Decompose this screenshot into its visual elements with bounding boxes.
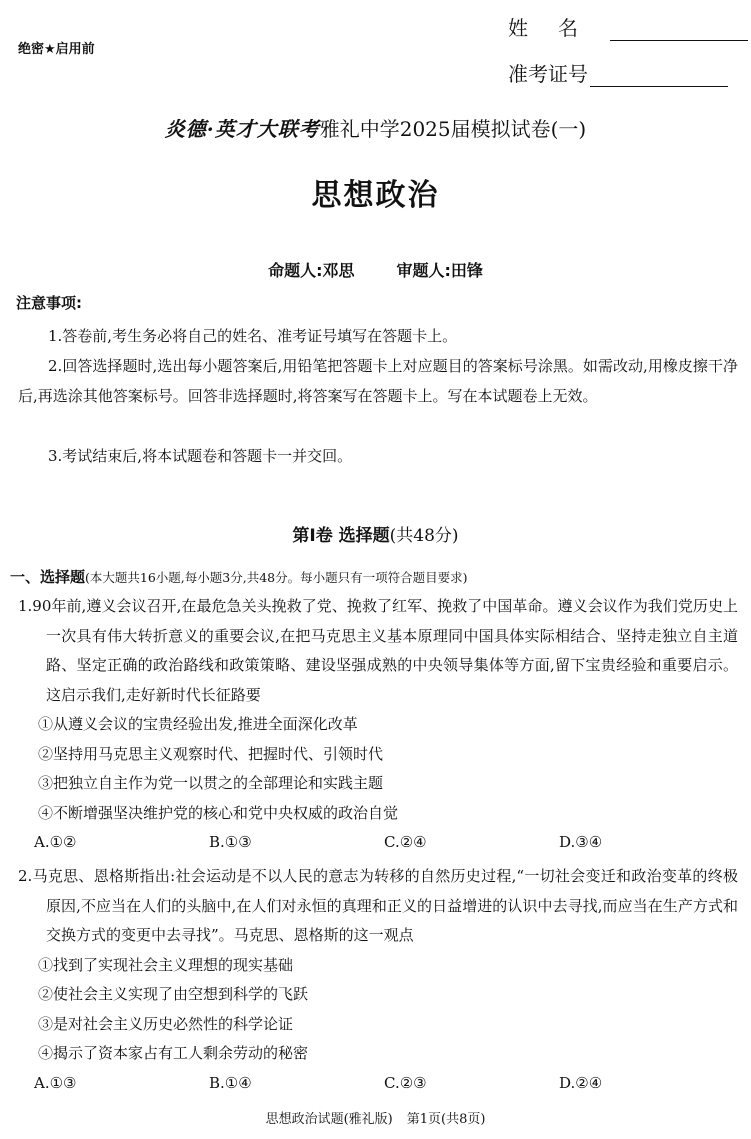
part-description: (本大题共16小题,每小题3分,共48分。每小题只有一项符合题目要求) [85,570,468,585]
question-1-option-4: ④不断增强坚决维护党的核心和党中央权威的政治自觉 [38,803,399,822]
question-1-stem: 1.90年前,遵义会议召开,在最危急关头挽救了党、挽救了红军、挽救了中国革命。遵义会议作为我们党历史上一次具有伟大转折意义的重要会议,在把马克思主义基本原理同中国具体实际相结合、坚持走独立自主道路、坚定正确的政治路线和政策策略、建设坚强成熟的中央领导集体等方面,留下宝贵经验和重要启示。这启示我们,走好新时代长征路要 [18,597,738,704]
section-title [0,521,751,546]
question-1 [18,592,738,858]
answer-d: D.③④ [559,833,603,851]
footer-title: 思想政治试题(雅礼版) [265,1112,393,1127]
section-score: (共48分) [389,526,459,546]
exam-id-label: 准考证号 [508,62,588,86]
question-1-option-2: ②坚持用马克思主义观察时代、把握时代、引领时代 [38,744,384,763]
footer-page-number: 第1页(共8页) [406,1112,486,1127]
answer-a: A.①② [34,833,77,851]
name-label: 姓名 [508,16,608,40]
question-2-option-3: ③是对社会主义历史必然性的科学论证 [38,1014,294,1033]
part-title: 一、选择题 [10,568,86,586]
question-1-option-1: ①从遵义会议的宝贵经验出发,推进全面深化改革 [38,715,358,733]
question-2-answers [18,1069,738,1099]
exam-subtitle [0,113,751,142]
question-reviewer: 审题人:田锋 [396,261,483,280]
question-1-answers [18,828,738,858]
note-item-1: 1.答卷前,考生务必将自己的姓名、准考证号填写在答题卡上。 [48,327,458,345]
answer-c: C.②③ [384,1073,427,1092]
page-footer [0,1108,751,1127]
exam-id-blank [590,66,728,87]
part-heading [10,566,467,587]
answer-c: C.②④ [384,833,427,851]
question-2 [18,862,738,1098]
note-item-3: 3.考试结束后,将本试题卷和答题卡一并交回。 [48,447,353,465]
question-2-option-2: ②使社会主义实现了由空想到科学的飞跃 [38,985,309,1003]
question-2-option-4: ④揭示了资本家占有工人剩余劳动的秘密 [38,1044,309,1062]
question-2-stem: 2.马克思、恩格斯指出:社会运动是不以人民的意志为转移的自然历史过程,“一切社会变迁和政治变革的终极原因,不应当在人们的头脑中,在人们对永恒的真理和正义的日益增进的认识中去寻找,而应当在生产方式和交换方式的变更中去寻找”。马克思、恩格斯的这一观点 [18,867,738,944]
answer-d: D.②④ [559,1073,603,1092]
answer-a: A.①③ [34,1073,77,1092]
question-setter: 命题人:邓思 [268,261,355,280]
exam-id-field [508,58,728,87]
name-field [508,12,748,41]
note-item-2: 2.回答选择题时,选出每小题答案后,用铅笔把答题卡上对应题目的答案标号涂黑。如需改动,用橡皮擦干净后,再选涂其他答案标号。回答非选择题时,将答案写在答题卡上。写在本试题卷上无效。 [18,357,738,405]
subject-title: 思想政治 [311,178,440,213]
question-1-option-3: ③把独立自主作为党一以贯之的全部理论和实践主题 [38,774,384,792]
answer-b: B.①④ [209,1073,252,1092]
section-name: 第Ⅰ卷 选择题 [292,526,390,546]
brand-name: 炎德·英才大联考 [164,117,320,141]
authors-line [0,258,751,281]
name-blank [610,20,748,41]
confidential-label: 绝密★启用前 [18,42,95,57]
notes-heading: 注意事项: [16,294,82,312]
question-2-option-1: ①找到了实现社会主义理想的现实基础 [38,955,294,974]
answer-b: B.①③ [209,833,252,851]
exam-series: 雅礼中学2025届模拟试卷(一) [319,117,587,141]
